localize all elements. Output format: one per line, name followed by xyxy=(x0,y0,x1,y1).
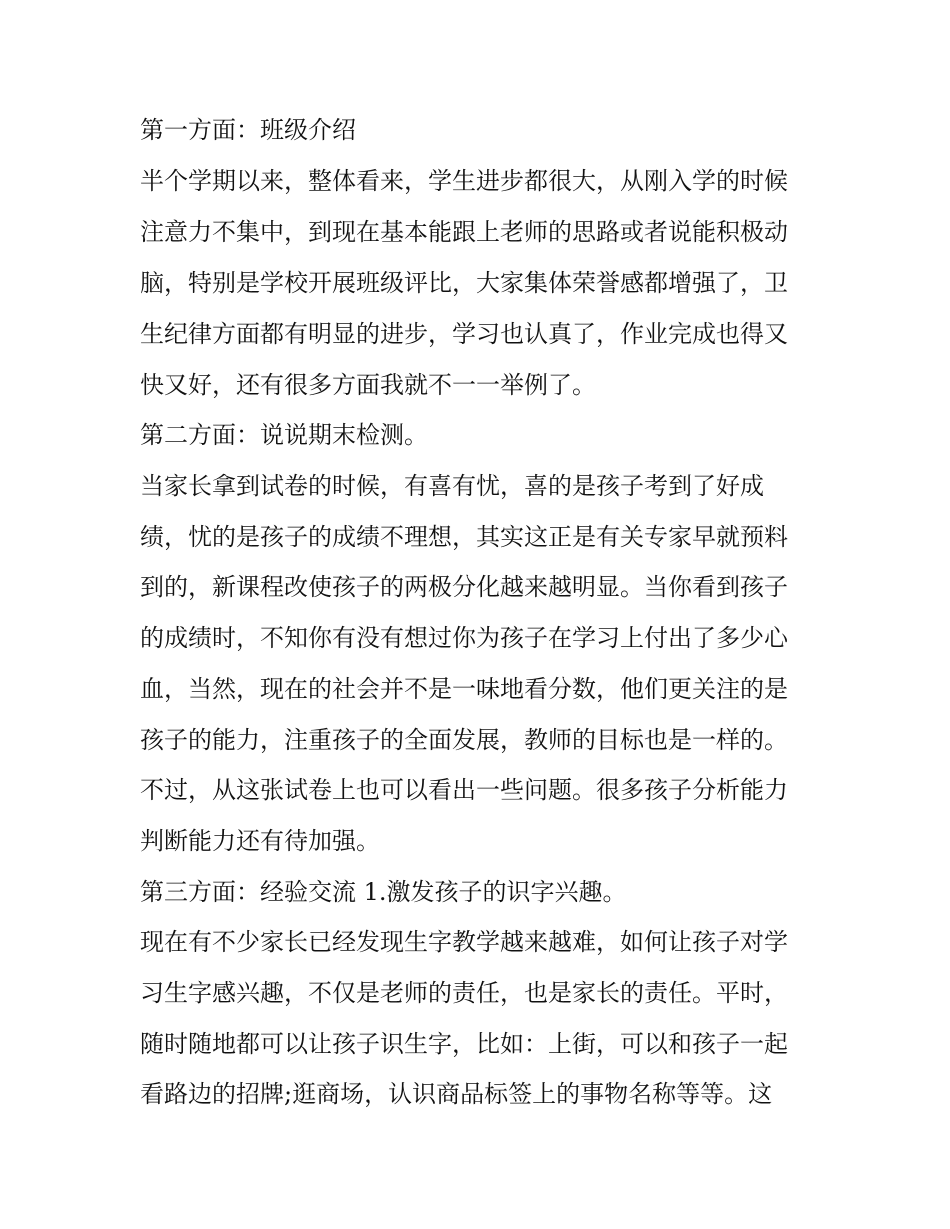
paragraph-line: 随时随地都可以让孩子识生字，比如：上街，可以和孩子一起 xyxy=(140,1030,788,1058)
paragraph-line: 现在有不少家长已经发现生字教学越来越难，如何让孩子对学 xyxy=(140,928,788,956)
paragraph-line: 不过，从这张试卷上也可以看出一些问题。很多孩子分析能力 xyxy=(140,776,788,804)
heading-class-intro: 第一方面：班级介绍 xyxy=(140,116,356,144)
paragraph-line: 快又好，还有很多方面我就不一一举例了。 xyxy=(140,371,596,399)
paragraph-line: 血，当然，现在的社会并不是一味地看分数，他们更关注的是 xyxy=(140,675,788,703)
paragraph-line: 生纪律方面都有明显的进步，学习也认真了，作业完成也得又 xyxy=(140,320,788,348)
paragraph-line: 半个学期以来，整体看来，学生进步都很大，从刚入学的时候 xyxy=(140,167,788,195)
heading-final-exam: 第二方面：说说期末检测。 xyxy=(140,421,428,449)
paragraph-line: 绩，忧的是孩子的成绩不理想，其实这正是有关专家早就预料 xyxy=(140,523,788,551)
paragraph-line: 习生字感兴趣，不仅是老师的责任，也是家长的责任。平时， xyxy=(140,979,788,1007)
paragraph-line: 判断能力还有待加强。 xyxy=(140,827,380,855)
paragraph-line: 脑，特别是学校开展班级评比，大家集体荣誉感都增强了，卫 xyxy=(140,269,788,297)
heading-experience: 第三方面：经验交流 1.激发孩子的识字兴趣。 xyxy=(140,878,627,906)
paragraph-line: 到的，新课程改使孩子的两极分化越来越明显。当你看到孩子 xyxy=(140,573,788,601)
paragraph-line: 注意力不集中，到现在基本能跟上老师的思路或者说能积极动 xyxy=(140,218,788,246)
paragraph-line: 孩子的能力，注重孩子的全面发展，教师的目标也是一样的。 xyxy=(140,726,788,754)
paragraph-line: 的成绩时，不知你有没有想过你为孩子在学习上付出了多少心 xyxy=(140,624,788,652)
paragraph-line: 当家长拿到试卷的时候，有喜有忧，喜的是孩子考到了好成 xyxy=(140,472,764,500)
paragraph-line: 看路边的招牌;逛商场，认识商品标签上的事物名称等等。这 xyxy=(140,1080,773,1108)
